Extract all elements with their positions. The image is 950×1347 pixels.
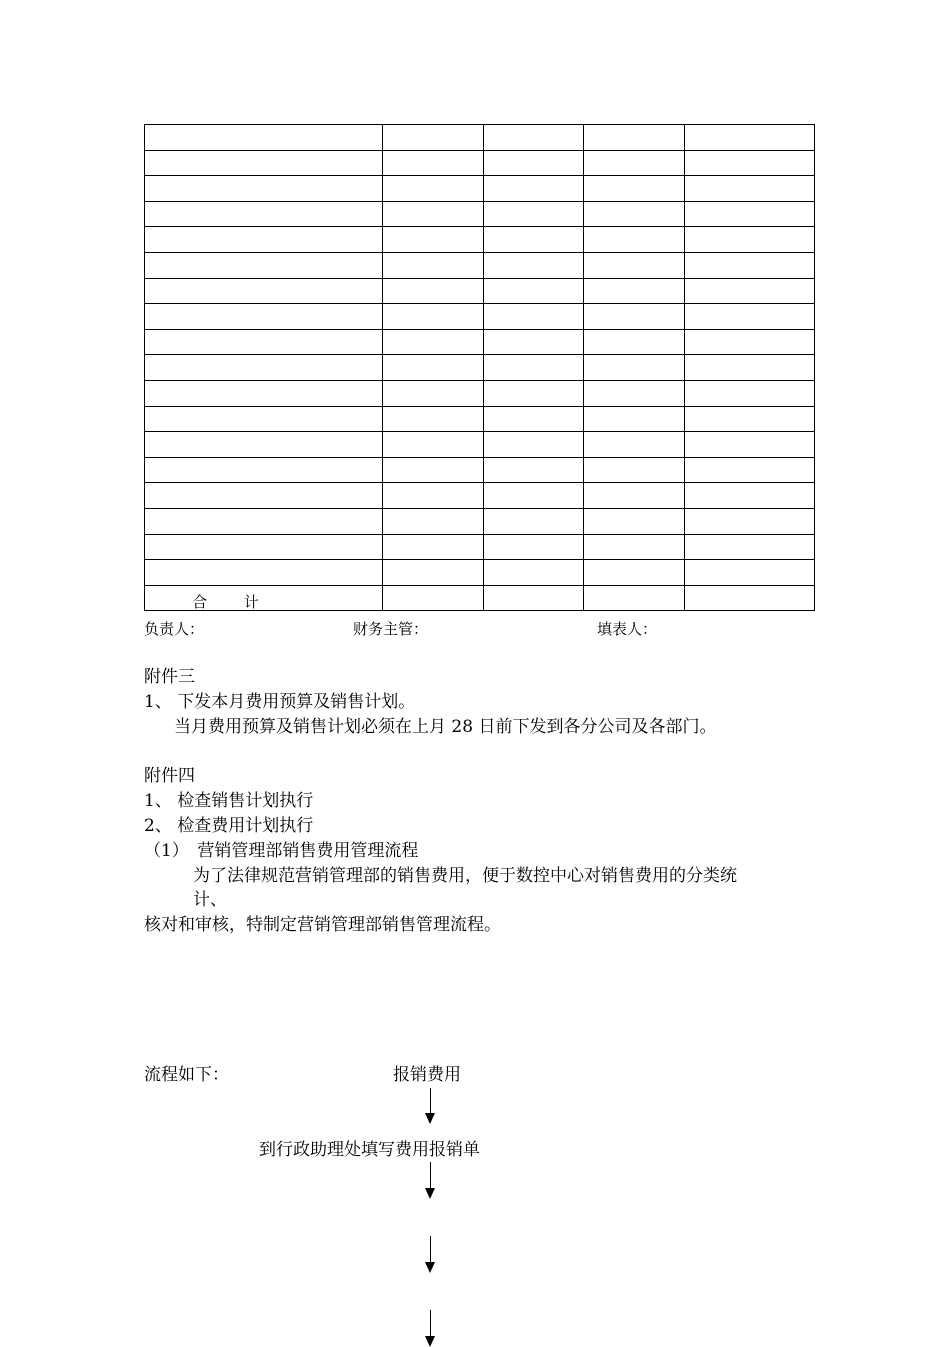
- appendix3-item1: 1、 下发本月费用预算及销售计划。: [144, 692, 416, 712]
- table-row: [145, 201, 815, 227]
- table-cell: [584, 483, 685, 509]
- table-cell: [584, 278, 685, 304]
- table-cell: [685, 227, 815, 253]
- table-cell: [383, 560, 484, 586]
- flow-arrow-3: [425, 1236, 437, 1274]
- table-cell: [145, 406, 383, 432]
- appendix4-paragraph-line1: 为了法律规范营销管理部的销售费用，便于数控中心对销售费用的分类统: [193, 866, 737, 886]
- table-cell: [685, 380, 815, 406]
- table-row: [145, 534, 815, 560]
- table-cell: [145, 380, 383, 406]
- signature-preparer: 填表人：: [597, 620, 658, 638]
- table-cell: [484, 227, 584, 253]
- table-row: [145, 457, 815, 483]
- table-cell: [145, 355, 383, 381]
- table-cell: [383, 406, 484, 432]
- table-cell: [685, 252, 815, 278]
- table-cell: [685, 355, 815, 381]
- table-cell: [584, 457, 685, 483]
- table-row: [145, 380, 815, 406]
- table-cell: [145, 278, 383, 304]
- table-cell: [484, 432, 584, 458]
- table-cell: [685, 585, 815, 611]
- table-cell: [584, 304, 685, 330]
- table-cell: [484, 585, 584, 611]
- table-cell: [145, 252, 383, 278]
- table-cell: [584, 406, 685, 432]
- expense-table: [144, 124, 815, 611]
- table-row: [145, 483, 815, 509]
- table-cell: [685, 201, 815, 227]
- table-cell: [584, 432, 685, 458]
- table-cell: [484, 329, 584, 355]
- table-row: [145, 329, 815, 355]
- appendix4-title: 附件四: [144, 766, 195, 786]
- table-cell: [685, 125, 815, 151]
- table-cell: [484, 252, 584, 278]
- appendix3-title: 附件三: [144, 667, 195, 687]
- table-cell: [145, 560, 383, 586]
- table-row: [145, 560, 815, 586]
- table-cell: [383, 278, 484, 304]
- table-cell: [383, 457, 484, 483]
- table-cell: [685, 176, 815, 202]
- table-cell: [383, 125, 484, 151]
- table-row: [145, 125, 815, 151]
- table-cell: [584, 329, 685, 355]
- table-cell: [383, 150, 484, 176]
- table-row: [145, 304, 815, 330]
- table-cell: [383, 432, 484, 458]
- table-total-row: [145, 585, 815, 611]
- table-cell: [484, 355, 584, 381]
- table-cell: [484, 176, 584, 202]
- table-cell: [145, 304, 383, 330]
- table-row: [145, 176, 815, 202]
- signature-finance-supervisor: 财务主管：: [353, 620, 429, 638]
- table-cell: [383, 380, 484, 406]
- table-cell: [383, 483, 484, 509]
- table-cell: [584, 176, 685, 202]
- table-cell: [584, 150, 685, 176]
- expense-table-body: [145, 125, 815, 611]
- table-row: [145, 252, 815, 278]
- table-cell: [685, 534, 815, 560]
- flow-arrow-2: [425, 1162, 437, 1200]
- table-cell: [383, 176, 484, 202]
- table-cell: [584, 125, 685, 151]
- appendix4-item2: 2、 检查费用计划执行: [144, 816, 314, 836]
- table-cell: [685, 150, 815, 176]
- appendix3-item1-detail: 当月费用预算及销售计划必须在上月 28 日前下发到各分公司及各部门。: [174, 717, 717, 737]
- table-cell: [383, 304, 484, 330]
- table-cell: [685, 278, 815, 304]
- table-cell: [383, 508, 484, 534]
- table-cell: [484, 304, 584, 330]
- table-cell: [584, 534, 685, 560]
- table-row: [145, 355, 815, 381]
- table-cell: [685, 329, 815, 355]
- table-cell: [584, 560, 685, 586]
- table-cell: [383, 252, 484, 278]
- table-cell: [484, 457, 584, 483]
- table-cell: [383, 534, 484, 560]
- table-row: [145, 432, 815, 458]
- flow-step-1: 报销费用: [393, 1065, 461, 1085]
- table-cell: [145, 176, 383, 202]
- table-cell: [584, 585, 685, 611]
- flow-step-2: 到行政助理处填写费用报销单: [259, 1140, 480, 1160]
- flow-arrow-4: [425, 1310, 437, 1344]
- table-cell: [484, 125, 584, 151]
- table-cell: [484, 560, 584, 586]
- table-cell: [484, 483, 584, 509]
- signature-responsible: 负责人：: [144, 620, 205, 638]
- table-row: [145, 508, 815, 534]
- table-row: [145, 227, 815, 253]
- table-cell: [145, 483, 383, 509]
- table-cell: [145, 534, 383, 560]
- appendix4-paragraph-line2: 计、: [193, 890, 227, 910]
- table-cell: [145, 329, 383, 355]
- table-cell: [145, 432, 383, 458]
- table-cell: [685, 432, 815, 458]
- table-cell: [484, 534, 584, 560]
- table-cell: [383, 227, 484, 253]
- table-cell: [145, 227, 383, 253]
- table-cell: [584, 508, 685, 534]
- table-cell: [383, 201, 484, 227]
- table-row: [145, 278, 815, 304]
- table-cell: [685, 508, 815, 534]
- table-cell: [685, 304, 815, 330]
- table-cell: [685, 457, 815, 483]
- table-cell: [383, 585, 484, 611]
- table-cell: [484, 380, 584, 406]
- table-cell: [484, 508, 584, 534]
- table-cell: [685, 560, 815, 586]
- table-total-label: 合 计: [145, 585, 383, 611]
- table-cell: [484, 150, 584, 176]
- table-cell: [145, 150, 383, 176]
- table-cell: [584, 227, 685, 253]
- appendix4-paragraph-line3: 核对和审核，特制定营销管理部销售管理流程。: [144, 915, 501, 935]
- table-cell: [685, 483, 815, 509]
- table-cell: [484, 278, 584, 304]
- flow-intro: 流程如下：: [144, 1065, 229, 1085]
- table-cell: [383, 355, 484, 381]
- table-cell: [145, 457, 383, 483]
- table-cell: [685, 406, 815, 432]
- appendix4-sub1: （1） 营销管理部销售费用管理流程: [144, 841, 419, 861]
- table-row: [145, 406, 815, 432]
- table-cell: [584, 252, 685, 278]
- table-cell: [584, 355, 685, 381]
- table-cell: [145, 125, 383, 151]
- table-cell: [383, 329, 484, 355]
- table-cell: [145, 508, 383, 534]
- table-cell: [145, 201, 383, 227]
- appendix4-item1: 1、 检查销售计划执行: [144, 791, 314, 811]
- table-cell: [584, 380, 685, 406]
- table-cell: [484, 201, 584, 227]
- table-row: [145, 150, 815, 176]
- flow-arrow-1: [425, 1088, 437, 1124]
- table-cell: [484, 406, 584, 432]
- table-cell: [584, 201, 685, 227]
